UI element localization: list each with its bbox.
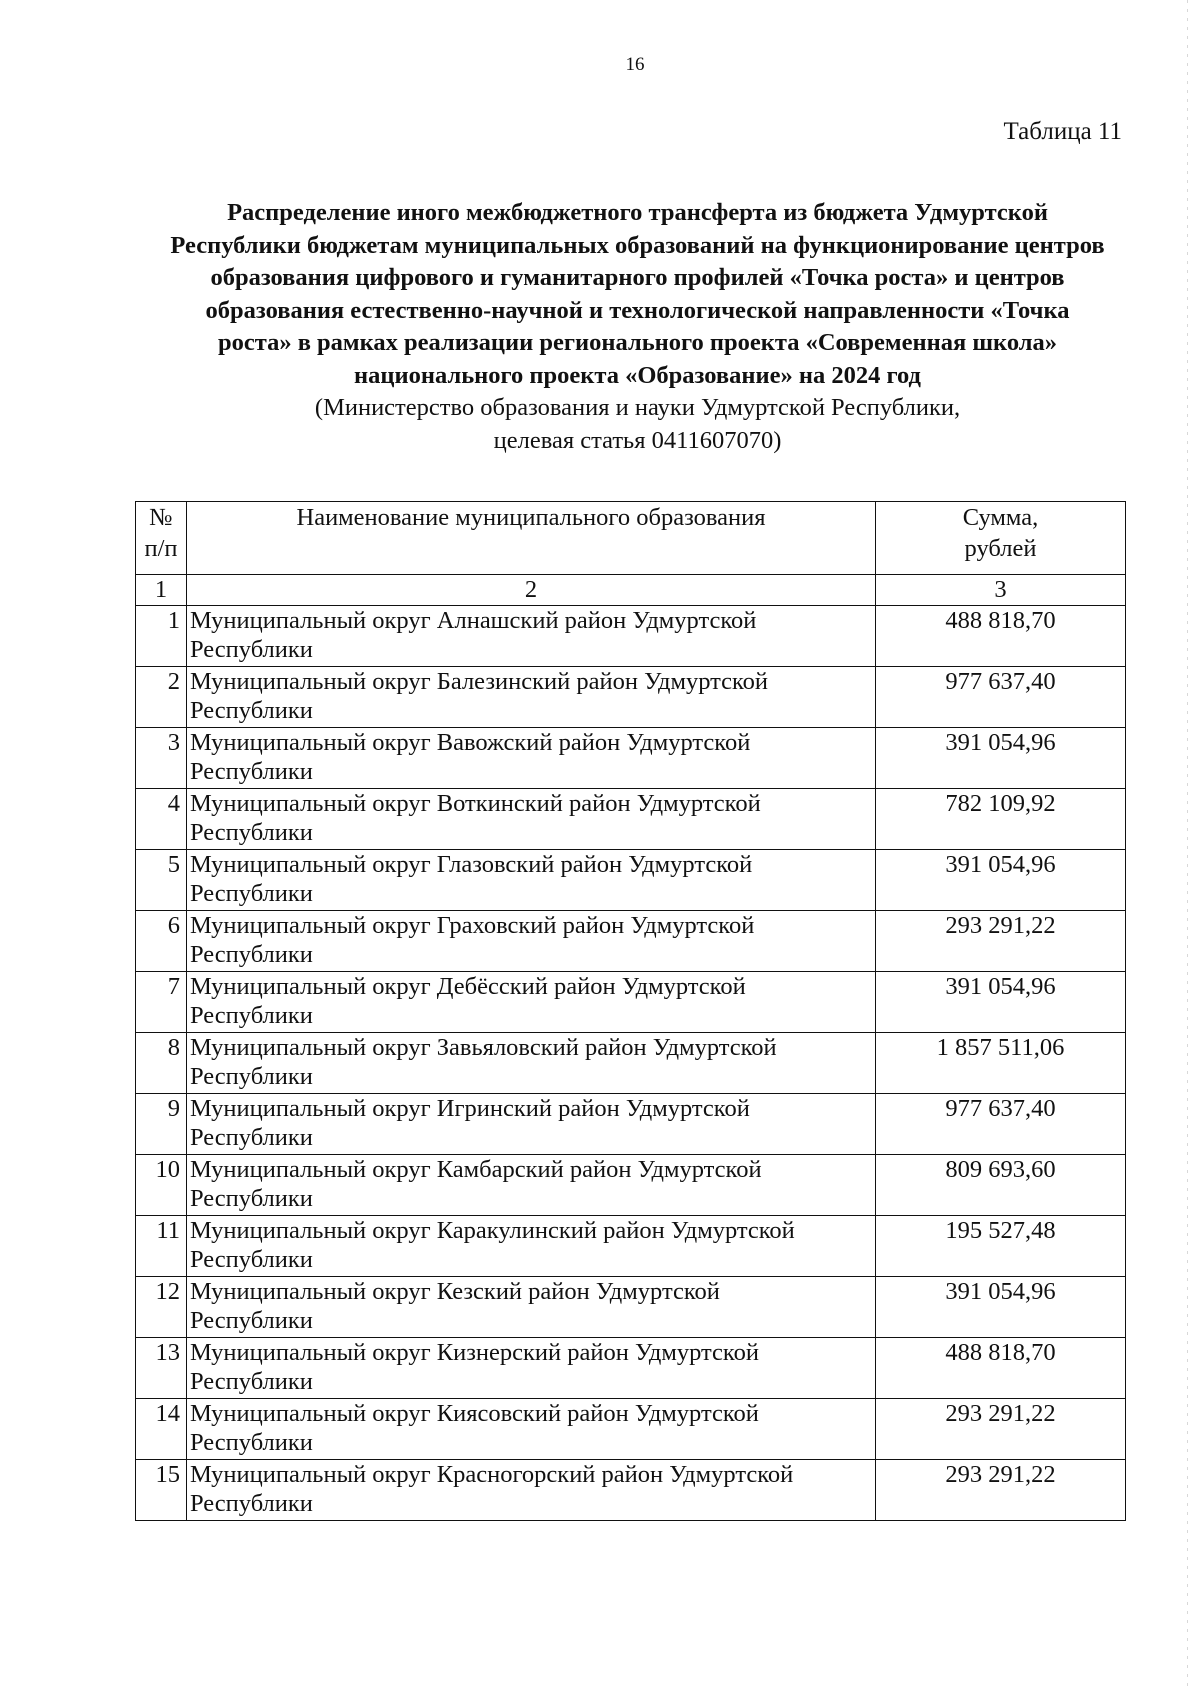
amount: 391 054,96 xyxy=(876,972,1126,1033)
title-line: образования естественно-научной и технологической направленности «Точка xyxy=(205,296,1070,324)
municipality-name-line1: Муниципальный округ Завьяловский район Удмуртской xyxy=(190,1034,777,1061)
municipality-name-line1: Муниципальный округ Кезский район Удмуртской xyxy=(190,1278,720,1305)
municipality-name xyxy=(187,911,876,972)
row-number: 1 xyxy=(136,606,187,667)
header-sum-line1: Сумма, xyxy=(962,504,1039,531)
row-number: 8 xyxy=(136,1033,187,1094)
municipality-name-line2: Республики xyxy=(190,1368,313,1395)
title-line: Распределение иного межбюджетного трансферта из бюджета Удмуртской xyxy=(227,199,1048,226)
amount: 488 818,70 xyxy=(876,1338,1126,1399)
table-label: Таблица 11 xyxy=(1003,118,1122,145)
table-row xyxy=(136,1399,1126,1460)
header-sum-line2: рублей xyxy=(964,535,1037,562)
table-row xyxy=(136,728,1126,789)
amount: 977 637,40 xyxy=(876,667,1126,728)
municipality-name-line1: Муниципальный округ Алнашский район Удмуртской xyxy=(190,607,757,634)
municipality-name-line1: Муниципальный округ Каракулинский район Удмуртской xyxy=(190,1217,795,1244)
table-row xyxy=(136,789,1126,850)
municipality-name-line1: Муниципальный округ Глазовский район Удмуртской xyxy=(190,851,753,878)
amount: 1 857 511,06 xyxy=(876,1033,1126,1094)
column-index: 2 xyxy=(187,575,876,606)
municipality-name-line1: Муниципальный округ Дебёсский район Удмуртской xyxy=(190,973,746,1000)
municipality-name xyxy=(187,1155,876,1216)
municipality-name-line1: Муниципальный округ Камбарский район Удмуртской xyxy=(190,1156,762,1183)
municipality-name-line2: Республики xyxy=(190,819,313,846)
municipality-name-line2: Республики xyxy=(190,1185,313,1212)
amount: 293 291,22 xyxy=(876,911,1126,972)
municipality-name xyxy=(187,667,876,728)
subtitle-line: (Министерство образования и науки Удмуртской Республики, xyxy=(314,394,961,421)
amount: 809 693,60 xyxy=(876,1155,1126,1216)
municipality-name-line2: Республики xyxy=(190,880,313,907)
table-row xyxy=(136,1094,1126,1155)
table-row xyxy=(136,1033,1126,1094)
row-number: 6 xyxy=(136,911,187,972)
column-index: 1 xyxy=(136,575,187,606)
municipality-name xyxy=(187,1216,876,1277)
title-line: Республики бюджетам муниципальных образований на функционирование центров xyxy=(170,231,1105,259)
municipality-name-line1: Муниципальный округ Вавожский район Удмуртской xyxy=(190,729,751,756)
municipality-name xyxy=(187,1094,876,1155)
municipality-name-line2: Республики xyxy=(190,941,313,968)
table-row xyxy=(136,972,1126,1033)
column-index-row xyxy=(136,575,1126,606)
title-line: роста» в рамках реализации регионального проекта «Современная школа» xyxy=(217,329,1057,356)
municipality-name xyxy=(187,1033,876,1094)
amount: 391 054,96 xyxy=(876,728,1126,789)
table-row xyxy=(136,1460,1126,1521)
municipality-name xyxy=(187,972,876,1033)
amount: 195 527,48 xyxy=(876,1216,1126,1277)
title-line: образования цифрового и гуманитарного профилей «Точка роста» и центров xyxy=(210,264,1065,291)
municipality-name-line2: Республики xyxy=(190,1429,313,1456)
row-number: 9 xyxy=(136,1094,187,1155)
table-row xyxy=(136,1216,1126,1277)
row-number: 13 xyxy=(136,1338,187,1399)
municipality-name-line1: Муниципальный округ Граховский район Удмуртской xyxy=(190,912,755,939)
row-number: 15 xyxy=(136,1460,187,1521)
table-row xyxy=(136,1338,1126,1399)
municipality-name-line1: Муниципальный округ Балезинский район Удмуртской xyxy=(190,668,769,695)
municipality-name-line1: Муниципальный округ Воткинский район Удмуртской xyxy=(190,790,761,817)
amount: 488 818,70 xyxy=(876,606,1126,667)
municipality-name-line2: Республики xyxy=(190,1246,313,1273)
municipality-name xyxy=(187,606,876,667)
municipality-name-line2: Республики xyxy=(190,758,313,785)
amount: 293 291,22 xyxy=(876,1399,1126,1460)
amount: 391 054,96 xyxy=(876,850,1126,911)
municipality-name-line2: Республики xyxy=(190,636,313,663)
municipality-name-line2: Республики xyxy=(190,1307,313,1334)
header-num-line1: № xyxy=(149,504,173,531)
header-num-line2: п/п xyxy=(144,535,178,562)
row-number: 7 xyxy=(136,972,187,1033)
municipality-name xyxy=(187,1277,876,1338)
municipality-name xyxy=(187,728,876,789)
table-row xyxy=(136,1155,1126,1216)
municipality-name xyxy=(187,1338,876,1399)
municipality-name-line1: Муниципальный округ Киясовский район Удмуртской xyxy=(190,1400,759,1427)
row-number: 5 xyxy=(136,850,187,911)
table-row xyxy=(136,667,1126,728)
row-number: 2 xyxy=(136,667,187,728)
row-number: 3 xyxy=(136,728,187,789)
municipality-name-line2: Республики xyxy=(190,1124,313,1151)
scan-edge-artifact xyxy=(1187,0,1188,1686)
municipality-name-line1: Муниципальный округ Красногорский район Удмуртской xyxy=(190,1461,794,1488)
municipality-name xyxy=(187,1399,876,1460)
municipality-name-line2: Республики xyxy=(190,697,313,724)
municipality-name-line2: Республики xyxy=(190,1002,313,1029)
table-row xyxy=(136,606,1126,667)
row-number: 4 xyxy=(136,789,187,850)
municipality-name xyxy=(187,850,876,911)
municipality-name xyxy=(187,1460,876,1521)
distribution-table xyxy=(135,501,1126,1521)
amount: 293 291,22 xyxy=(876,1460,1126,1521)
header-name: Наименование муниципального образования xyxy=(187,502,876,575)
column-index: 3 xyxy=(876,575,1126,606)
row-number: 11 xyxy=(136,1216,187,1277)
municipality-name-line2: Республики xyxy=(190,1490,313,1517)
header-num xyxy=(136,502,187,575)
row-number: 12 xyxy=(136,1277,187,1338)
municipality-name-line2: Республики xyxy=(190,1063,313,1090)
title-line: национального проекта «Образование» на 2024 год xyxy=(354,361,921,389)
municipality-name-line1: Муниципальный округ Кизнерский район Удмуртской xyxy=(190,1339,759,1366)
page-number: 16 xyxy=(625,54,645,75)
municipality-name-line1: Муниципальный округ Игринский район Удмуртской xyxy=(190,1095,750,1122)
row-number: 14 xyxy=(136,1399,187,1460)
row-number: 10 xyxy=(136,1155,187,1216)
amount: 391 054,96 xyxy=(876,1277,1126,1338)
table-row xyxy=(136,911,1126,972)
table-header-row xyxy=(136,502,1126,575)
table-row xyxy=(136,850,1126,911)
table-row xyxy=(136,1277,1126,1338)
municipality-name xyxy=(187,789,876,850)
header-sum xyxy=(876,502,1126,575)
document-title xyxy=(120,197,1155,457)
subtitle-line: целевая статья 0411607070) xyxy=(493,426,782,454)
amount: 977 637,40 xyxy=(876,1094,1126,1155)
amount: 782 109,92 xyxy=(876,789,1126,850)
